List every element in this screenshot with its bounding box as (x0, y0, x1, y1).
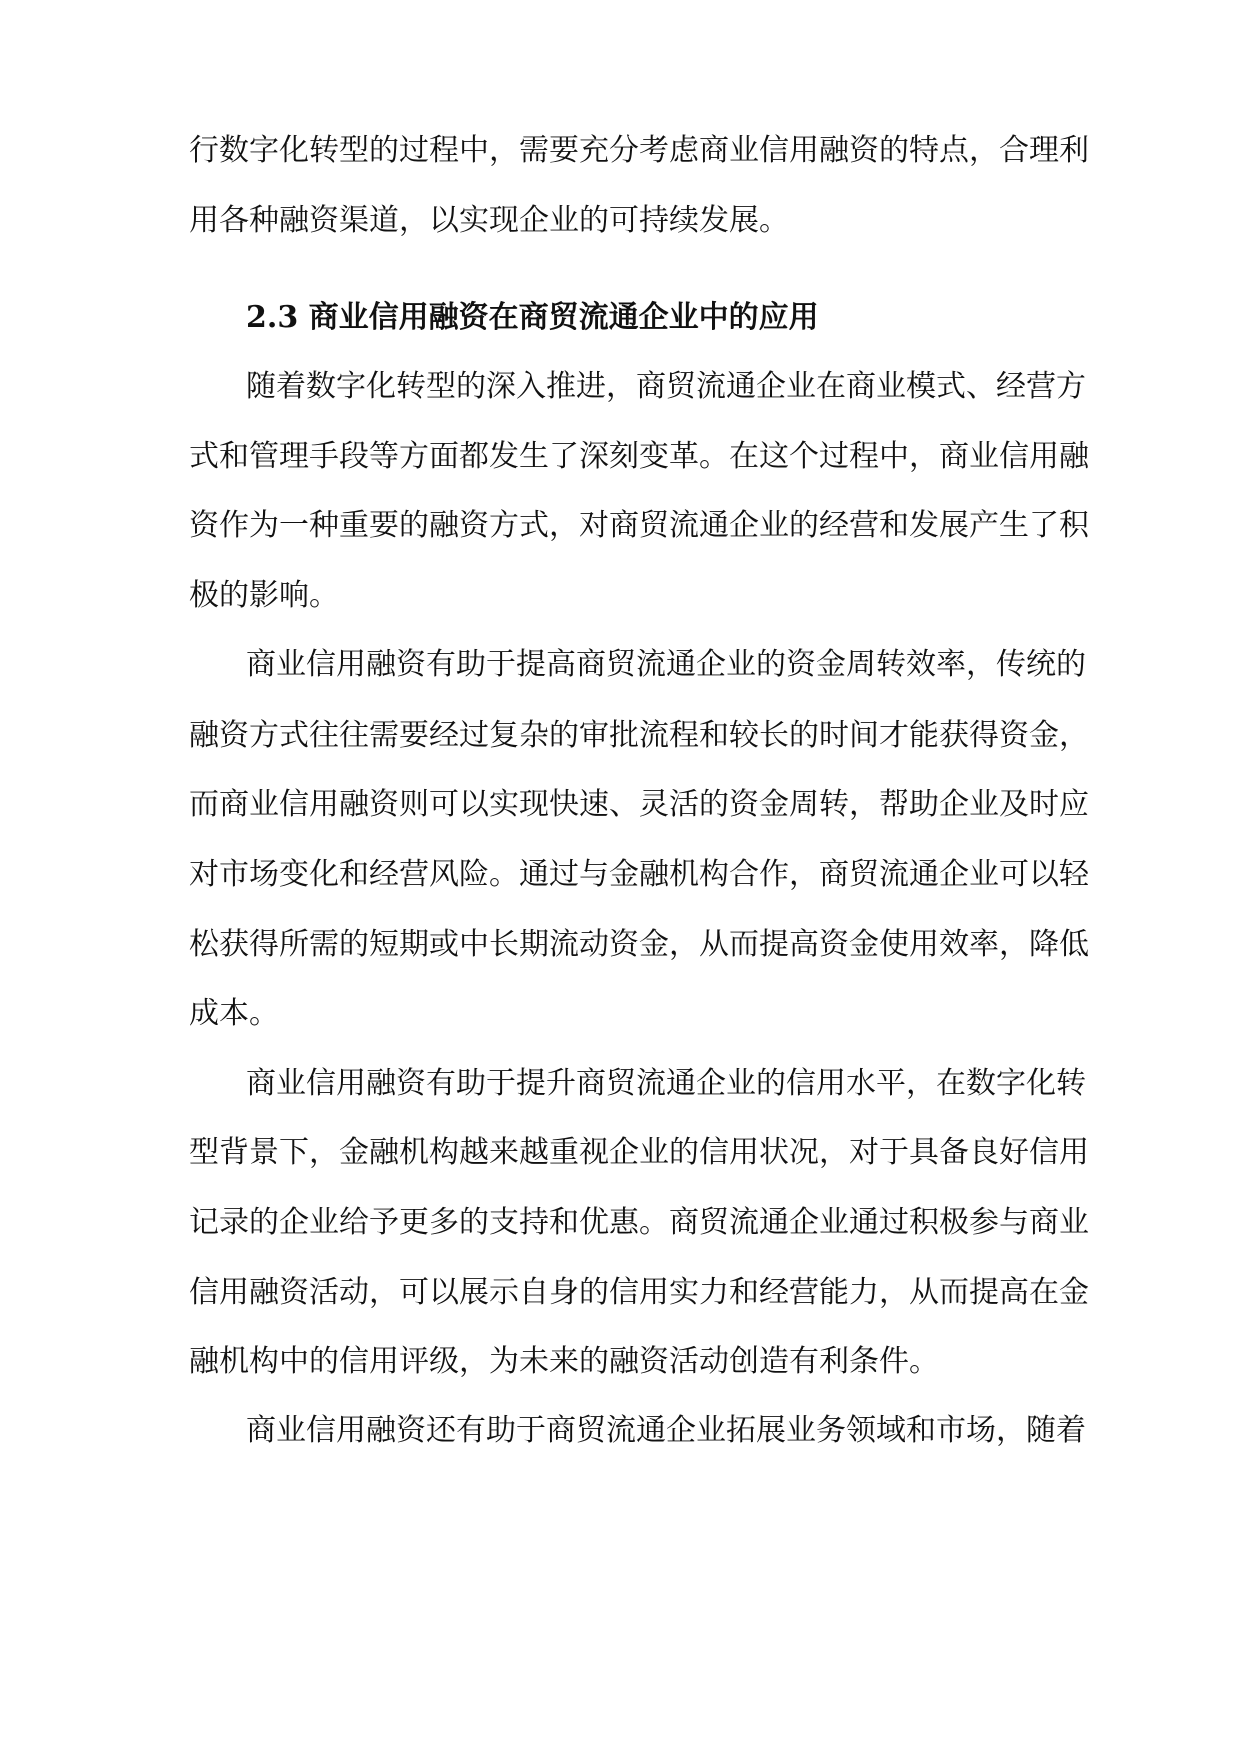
paragraph-line: 随着数字化转型的深入推进，商贸流通企业在商业模式、经营方 (246, 369, 1086, 404)
paragraph-line: 型背景下，金融机构越来越重视企业的信用状况，对于具备良好信用 (189, 1135, 1089, 1170)
paragraph-line: 而商业信用融资则可以实现快速、灵活的资金周转，帮助企业及时应 (189, 787, 1089, 822)
paragraph-line: 融机构中的信用评级，为未来的融资活动创造有利条件。 (189, 1344, 939, 1379)
paragraph-line: 对市场变化和经营风险。通过与金融机构合作，商贸流通企业可以轻 (189, 857, 1089, 892)
paragraph-line: 成本。 (189, 996, 279, 1031)
paragraph-line: 极的影响。 (189, 578, 339, 613)
paragraph-line: 商业信用融资有助于提高商贸流通企业的资金周转效率，传统的 (246, 647, 1086, 682)
paragraph-line: 松获得所需的短期或中长期流动资金，从而提高资金使用效率，降低 (189, 927, 1089, 962)
paragraph-line: 融资方式往往需要经过复杂的审批流程和较长的时间才能获得资金， (189, 718, 1089, 753)
paragraph-line: 记录的企业给予更多的支持和优惠。商贸流通企业通过积极参与商业 (189, 1205, 1089, 1240)
paragraph-line: 信用融资活动，可以展示自身的信用实力和经营能力，从而提高在金 (189, 1275, 1089, 1310)
paragraph-line: 行数字化转型的过程中，需要充分考虑商业信用融资的特点，合理利 (189, 133, 1089, 168)
section-heading: 2.3 商业信用融资在商贸流通企业中的应用 (246, 300, 819, 335)
paragraph-line: 商业信用融资还有助于商贸流通企业拓展业务领域和市场，随着 (246, 1413, 1086, 1448)
paragraph-line: 商业信用融资有助于提升商贸流通企业的信用水平，在数字化转 (246, 1066, 1086, 1101)
paragraph-line: 资作为一种重要的融资方式，对商贸流通企业的经营和发展产生了积 (189, 508, 1089, 543)
paragraph-line: 式和管理手段等方面都发生了深刻变革。在这个过程中，商业信用融 (189, 439, 1089, 474)
paragraph-line: 用各种融资渠道，以实现企业的可持续发展。 (189, 203, 789, 238)
